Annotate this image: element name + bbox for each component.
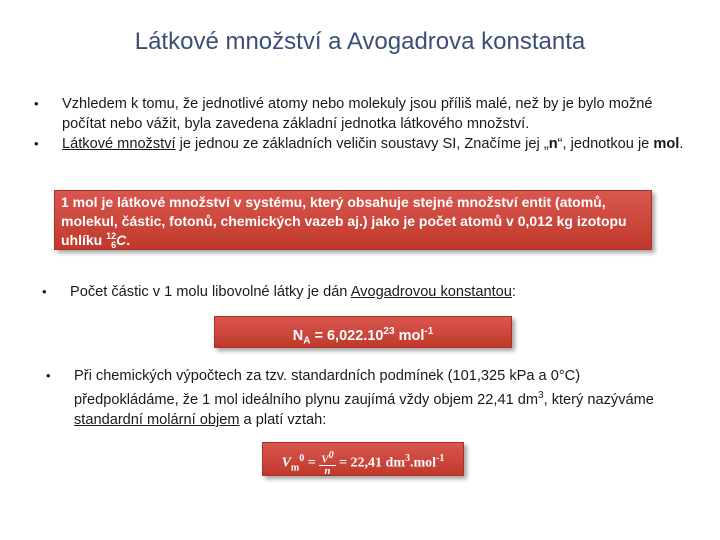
unit-exponent: -1 bbox=[424, 326, 434, 337]
page-title: Látkové množství a Avogadrova konstanta bbox=[134, 28, 586, 55]
bullet-text: “, jednotkou je bbox=[557, 136, 654, 152]
bullet-text: Vzhledem k tomu, že jednotlivé atomy nebo molekuly jsou příliš malé, než by je bylo možné počítat nebo vážit, byla zavedena základní jednotka látkového množství. bbox=[62, 96, 653, 132]
value-superscript: 3 bbox=[405, 453, 411, 464]
molar-volume-box bbox=[262, 442, 464, 476]
underlined-term: Látkové množství bbox=[62, 136, 176, 152]
isotope-notation bbox=[106, 232, 116, 250]
bullet-item bbox=[42, 282, 692, 302]
unit-exponent: -1 bbox=[436, 453, 445, 464]
superscript: 3 bbox=[538, 390, 544, 401]
bullet-dot: • bbox=[34, 96, 39, 111]
underlined-term: standardní molární objem bbox=[74, 411, 240, 428]
fraction-denominator: n bbox=[324, 465, 331, 478]
bullet-text: a platí vztah: bbox=[239, 411, 327, 428]
constant-symbol: N bbox=[292, 327, 304, 344]
bullet-text: , který nazýváme bbox=[543, 391, 654, 408]
bullet-item bbox=[34, 134, 694, 154]
definition-text: 1 mol je látkové množství v systému, který obsahuje stejné množství entit (atomů, molekul, částic, fotonů, chemických vazeb aj.) jako je počet atomů v 0,012 kg izotopu uhlíku bbox=[61, 194, 627, 248]
fraction bbox=[319, 450, 335, 478]
bullet-text: Počet částic v 1 molu libovolné látky je dán bbox=[70, 284, 351, 300]
avogadro-bullet bbox=[42, 282, 692, 302]
fraction-numerator bbox=[319, 450, 335, 467]
unit-mol: mol bbox=[653, 136, 680, 152]
numerator-symbol: V bbox=[321, 453, 329, 466]
constant-unit: mol bbox=[394, 327, 425, 344]
constant-exponent: 23 bbox=[383, 326, 395, 337]
isotope-mass: 12 bbox=[106, 231, 117, 242]
intro-bullets bbox=[34, 94, 694, 154]
punctuation: . bbox=[126, 232, 131, 248]
underlined-term: Avogadrovou konstantou bbox=[350, 284, 512, 300]
punctuation: . bbox=[679, 136, 684, 152]
definition-box bbox=[54, 190, 652, 250]
symbol-n: n bbox=[548, 136, 558, 152]
bullet-item bbox=[46, 366, 686, 430]
equals-sign: = bbox=[304, 455, 320, 471]
punctuation: : bbox=[511, 284, 516, 300]
volume-superscript: 0 bbox=[299, 453, 305, 464]
value-unit: .mol bbox=[410, 455, 437, 471]
avogadro-constant-box bbox=[214, 316, 512, 348]
bullet-dot: • bbox=[34, 136, 39, 151]
molar-volume-bullet bbox=[46, 366, 686, 430]
volume-subscript: m bbox=[290, 462, 300, 474]
numerator-superscript: 0 bbox=[328, 449, 334, 461]
volume-value: = 22,41 dm bbox=[335, 455, 406, 471]
constant-value: = 6,022.10 bbox=[310, 327, 384, 344]
bullet-text: Při chemických výpočtech za tzv. standardních podmínek (101,325 kPa a 0°C) předpokládáme, že 1 mol ideálního plynu zaujímá vždy objem 22,41 dm bbox=[74, 368, 581, 408]
isotope-number: 6 bbox=[111, 240, 117, 251]
isotope-symbol: C bbox=[116, 232, 127, 248]
bullet-item bbox=[34, 94, 694, 134]
bullet-dot: • bbox=[46, 368, 51, 383]
volume-symbol: V bbox=[281, 455, 291, 471]
constant-subscript: A bbox=[303, 335, 311, 347]
bullet-dot: • bbox=[42, 284, 47, 299]
bullet-text: je jednou ze základních veličin soustavy SI, Značíme jej „ bbox=[175, 136, 549, 152]
